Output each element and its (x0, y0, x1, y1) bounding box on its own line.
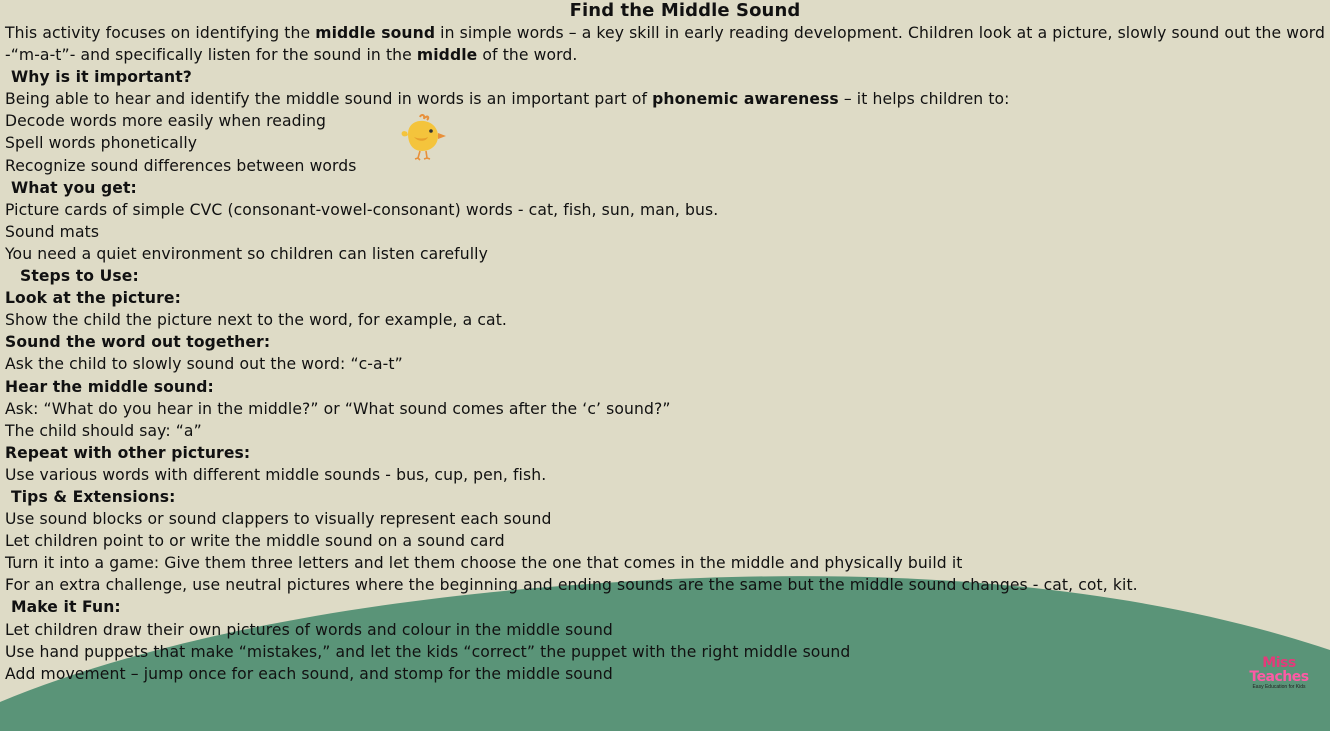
step-text: Show the child the picture next to the word, for example, a cat. (5, 311, 507, 330)
tips-item: For an extra challenge, use neutral pictures where the beginning and ending sounds are the same but the middle sound changes - cat, cot, kit. (5, 576, 1138, 595)
steps-heading: Steps to Use: (20, 267, 139, 286)
get-heading: What you get: (11, 178, 137, 197)
step-text: Ask the child to slowly sound out the word: “c-a-t” (5, 355, 403, 374)
get-item: You need a quiet environment so children can listen carefully (5, 244, 488, 263)
miss-teaches-logo: Miss Teaches Easy Education for Kids (1249, 655, 1309, 690)
why-item: Decode words more easily when reading (5, 112, 327, 131)
fun-item: Let children draw their own pictures of words and colour in the middle sound (5, 620, 613, 639)
step-text: Use various words with different middle sounds - bus, cup, pen, fish. (5, 465, 547, 484)
page-title: Find the Middle Sound (569, 0, 801, 21)
step-title: Repeat with other pictures: (5, 443, 251, 462)
tips-item: Let children point to or write the middle sound on a sound card (5, 532, 505, 551)
fun-item: Use hand puppets that make “mistakes,” and let the kids “correct” the puppet with the right middle sound (5, 642, 851, 661)
why-item: Spell words phonetically (5, 134, 198, 153)
why-item: Recognize sound differences between words (5, 156, 357, 175)
step-text: Ask: “What do you hear in the middle?” or “What sound comes after the ‘c’ sound?” (5, 399, 671, 418)
step-title: Look at the picture: (5, 289, 181, 308)
step-text: The child should say: “a” (5, 421, 202, 440)
document-body (5, 0, 1325, 685)
tips-heading: Tips & Extensions: (11, 487, 176, 506)
why-heading: Why is it important? (11, 68, 192, 87)
yellow-bird-icon (398, 112, 450, 162)
get-item: Sound mats (5, 222, 100, 241)
fun-heading: Make it Fun: (11, 598, 121, 617)
tips-item: Use sound blocks or sound clappers to visually represent each sound (5, 510, 552, 529)
intro-paragraph: This activity focuses on identifying the middle sound in simple words – a key skill in early reading development. Children look at a picture, slowly sound out the word -“m-a-t”- and specifically listen for the sound in the middle of the word. (5, 24, 1325, 65)
tips-item: Turn it into a game: Give them three letters and let them choose the one that comes in the middle and physically build it (5, 554, 963, 573)
fun-item: Add movement – jump once for each sound, and stomp for the middle sound (5, 664, 613, 683)
step-title: Sound the word out together: (5, 333, 271, 352)
get-item: Picture cards of simple CVC (consonant-vowel-consonant) words - cat, fish, sun, man, bus. (5, 200, 719, 219)
step-title: Hear the middle sound: (5, 377, 214, 396)
why-text: Being able to hear and identify the middle sound in words is an important part of phonemic awareness – it helps children to: (5, 90, 1010, 109)
